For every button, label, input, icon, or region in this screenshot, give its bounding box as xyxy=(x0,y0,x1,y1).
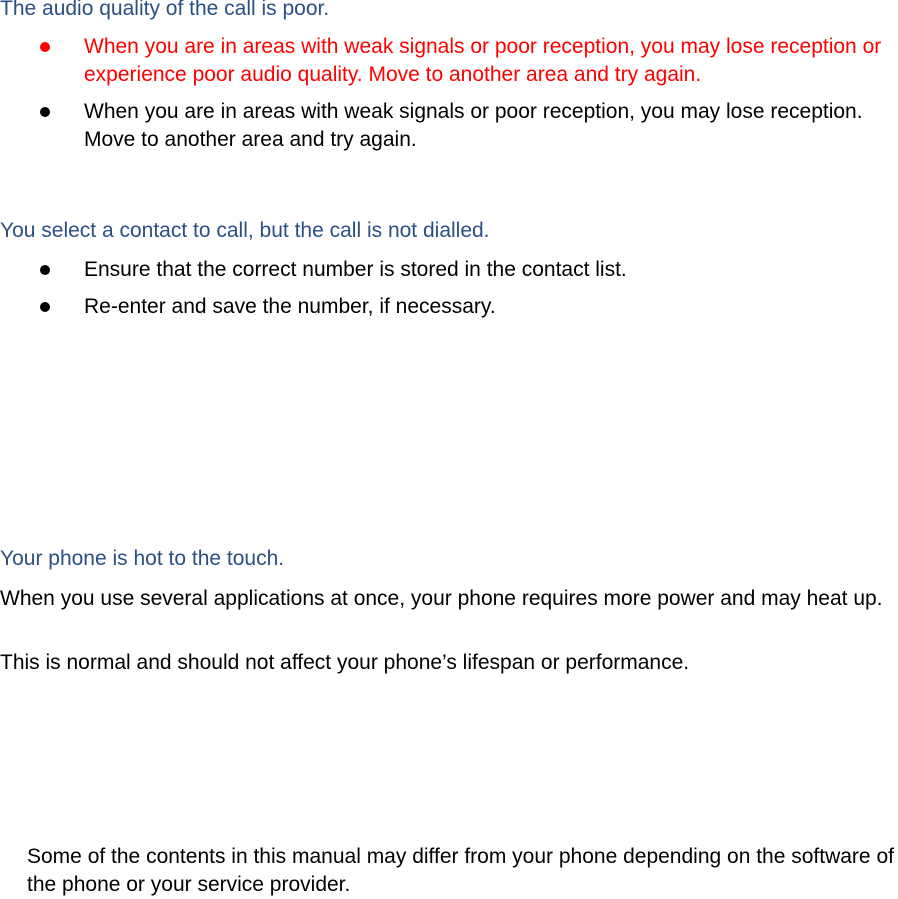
bullet-dot-icon xyxy=(40,42,50,52)
list-item-text: Re-enter and save the number, if necessary. xyxy=(84,295,496,318)
section-heading-phone-hot: Your phone is hot to the touch. xyxy=(0,547,285,570)
bullet-dot-icon xyxy=(40,302,50,312)
paragraph-normal-behaviour: This is normal and should not affect your phone’s lifespan or performance. xyxy=(0,651,690,674)
bullet-list-audio-quality xyxy=(0,33,898,163)
disclaimer-note: Some of the contents in this manual may differ from your phone depending on the software of the phone or your service provider. xyxy=(27,845,894,896)
bullet-dot-icon xyxy=(40,107,50,117)
list-item xyxy=(0,293,898,321)
bullet-dot-icon xyxy=(40,265,50,275)
section-heading-call-not-dialled: You select a contact to call, but the call is not dialled. xyxy=(0,219,490,242)
list-item xyxy=(0,33,898,89)
list-item xyxy=(0,98,898,154)
list-item-text: Ensure that the correct number is stored in the contact list. xyxy=(84,258,627,281)
section-heading-audio-quality: The audio quality of the call is poor. xyxy=(0,0,330,20)
list-item-text: When you are in areas with weak signals or poor reception, you may lose reception. Move to another area and try again. xyxy=(84,100,863,151)
bullet-list-call-not-dialled xyxy=(0,256,898,330)
paragraph-power-usage: When you use several applications at once, your phone requires more power and may heat up. xyxy=(0,587,883,610)
list-item xyxy=(0,256,898,284)
list-item-text: When you are in areas with weak signals or poor reception, you may lose reception or experience poor audio quality. Move to another area and try again. xyxy=(84,35,882,86)
